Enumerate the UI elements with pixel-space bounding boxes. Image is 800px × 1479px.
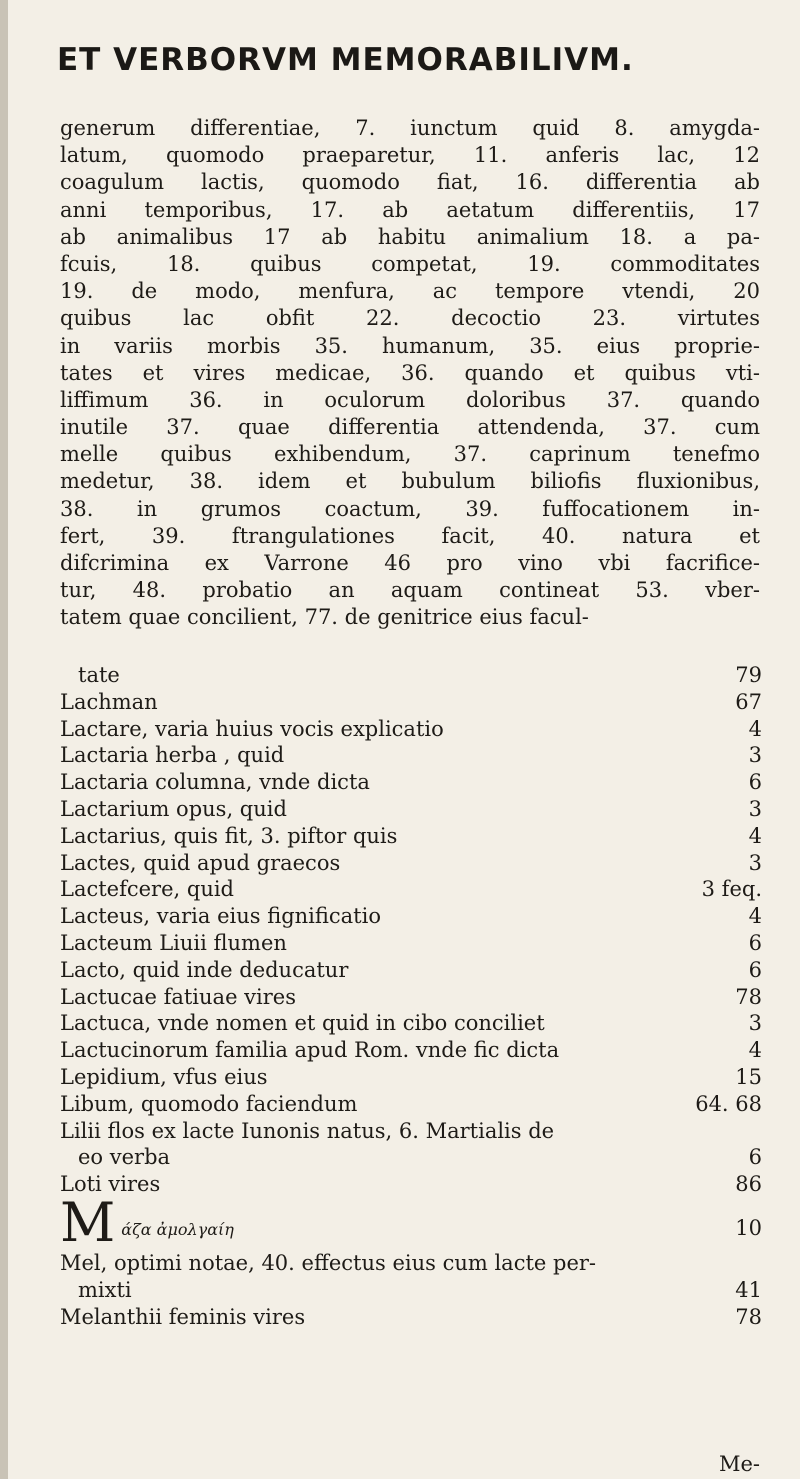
index-entry bbox=[60, 903, 762, 930]
index-entry bbox=[60, 796, 762, 823]
page-number: 78 bbox=[735, 984, 762, 1009]
page-number: 4 bbox=[748, 823, 762, 848]
page-number: 4 bbox=[748, 716, 762, 741]
entry-text: eo verba bbox=[78, 1145, 171, 1170]
page-number: 67 bbox=[735, 689, 762, 714]
index-entry bbox=[60, 1010, 762, 1037]
entry-text: Lactaria columna, vnde dicta bbox=[60, 770, 370, 795]
index-entry bbox=[60, 850, 762, 877]
entry-text: Lilii flos ex lacte Iunonis natus, 6. Martialis de bbox=[60, 1118, 555, 1143]
section-heading-m bbox=[60, 1190, 762, 1254]
paragraph-line: anni temporibus, 17. ab aetatum differentiis, 17 bbox=[60, 197, 760, 222]
entry-text: mixti bbox=[78, 1277, 132, 1302]
index-entry bbox=[60, 984, 762, 1011]
page-number: 15 bbox=[735, 1064, 762, 1089]
paragraph-line: fcuis, 18. quibus competat, 19. commoditates bbox=[60, 251, 760, 276]
index-entry bbox=[60, 1144, 762, 1171]
page-number: 6 bbox=[748, 957, 762, 982]
page-number: 3 bbox=[748, 1011, 762, 1036]
index-entry bbox=[60, 957, 762, 984]
index-entry bbox=[60, 662, 762, 689]
paragraph-line: generum differentiae, 7. iunctum quid 8. amygda- bbox=[60, 116, 760, 140]
page-number: 78 bbox=[735, 1304, 762, 1329]
index-entry bbox=[60, 876, 762, 903]
index-entry bbox=[60, 1118, 762, 1145]
index-entries bbox=[60, 662, 762, 1330]
index-entry bbox=[60, 1037, 762, 1064]
entry-text: Lactaria herba , quid bbox=[60, 743, 285, 768]
entry-text: Mel, optimi notae, 40. effectus eius cum lacte per- bbox=[60, 1250, 597, 1275]
index-entry bbox=[60, 1277, 762, 1304]
index-entry bbox=[60, 930, 762, 957]
entry-text: Lactucinorum familia apud Rom. vnde fic dicta bbox=[60, 1038, 560, 1063]
index-entry bbox=[60, 823, 762, 850]
page-number: 10 bbox=[735, 1215, 762, 1240]
section-letter: M bbox=[60, 1190, 116, 1254]
index-entry bbox=[60, 769, 762, 796]
entry-text: Lactare, varia huius vocis explicatio bbox=[60, 716, 444, 741]
greek-heading: άζα ἀμολγαίη bbox=[121, 1219, 234, 1239]
page-number: 64. 68 bbox=[695, 1091, 762, 1116]
running-header: ET VERBORVM MEMORABILIVM. bbox=[57, 42, 634, 78]
paragraph-line: tates et vires medicae, 36. quando et quibus vti- bbox=[60, 360, 760, 385]
paragraph-line: 38. in grumos coactum, 39. fuffocationem in- bbox=[60, 496, 760, 521]
paragraph-line: melle quibus exhibendum, 37. caprinum tenefmo bbox=[60, 442, 760, 467]
index-entry bbox=[60, 716, 762, 743]
paragraph-line: latum, quomodo praeparetur, 11. anferis lac, 12 bbox=[60, 143, 760, 168]
page-number: 41 bbox=[735, 1277, 762, 1302]
page-number: 4 bbox=[748, 904, 762, 929]
paragraph-line: tatem quae concilient, 77. de genitrice eius facul- bbox=[60, 605, 589, 630]
entry-text: Lactarius, quis fit, 3. piftor quis bbox=[60, 823, 398, 848]
paragraph-line: difcrimina ex Varrone 46 pro vino vbi facrifice- bbox=[60, 551, 760, 575]
paragraph-line: liffimum 36. in oculorum doloribus 37. quando bbox=[60, 387, 760, 412]
page-number: 3 bbox=[748, 850, 762, 875]
page-number: 6 bbox=[748, 930, 762, 955]
paragraph-line: coagulum lactis, quomodo fiat, 16. differentia ab bbox=[60, 170, 760, 195]
index-entry bbox=[60, 1091, 762, 1118]
paragraph-line: fert, 39. ftrangulationes facit, 40. natura et bbox=[60, 523, 760, 548]
page-number: 86 bbox=[735, 1172, 762, 1197]
entry-text: Lepidium, vfus eius bbox=[60, 1064, 268, 1089]
index-entry bbox=[60, 1171, 762, 1198]
page-number: 3 bbox=[748, 796, 762, 821]
entry-text: Lachman bbox=[60, 689, 158, 714]
page-number: 3 feq. bbox=[701, 877, 762, 902]
entry-text: Lactucae fatiuae vires bbox=[60, 984, 296, 1009]
entry-text: Loti vires bbox=[60, 1172, 161, 1197]
paragraph-line: inutile 37. quae differentia attendenda, 37. cum bbox=[60, 415, 760, 440]
page-edge bbox=[0, 0, 8, 1479]
paragraph-line: in variis morbis 35. humanum, 35. eius proprie- bbox=[60, 333, 760, 358]
index-entry bbox=[60, 1064, 762, 1091]
page-number: 79 bbox=[735, 663, 762, 687]
paragraph-line: quibus lac obfit 22. decoctio 23. virtutes bbox=[60, 306, 760, 331]
entry-text: Lactes, quid apud graecos bbox=[60, 850, 341, 875]
entry-text: tate bbox=[78, 663, 120, 687]
index-entry bbox=[60, 1304, 762, 1331]
paragraph-line: ab animalibus 17 ab habitu animalium 18. a pa- bbox=[60, 224, 760, 249]
entry-text: Lactarium opus, quid bbox=[60, 796, 287, 821]
page-number: 6 bbox=[748, 1145, 762, 1170]
entry-text: Lacteus, varia eius fignificatio bbox=[60, 904, 381, 929]
paragraph-line: tur, 48. probatio an aquam contineat 53. vber- bbox=[60, 578, 760, 603]
page-number: 3 bbox=[748, 743, 762, 768]
entry-text: Libum, quomodo faciendum bbox=[60, 1091, 358, 1116]
index-entry bbox=[60, 1250, 762, 1277]
page-number: 4 bbox=[748, 1038, 762, 1063]
paragraph-line: 19. de modo, menfura, ac tempore vtendi, 20 bbox=[60, 279, 760, 304]
entry-text: Lactuca, vnde nomen et quid in cibo conciliet bbox=[60, 1011, 545, 1036]
paragraph-line: medetur, 38. idem et bubulum biliofis fluxionibus, bbox=[60, 469, 760, 494]
page-number: 6 bbox=[748, 770, 762, 795]
catchword: Me- bbox=[718, 1452, 760, 1476]
entry-text: Lacteum Liuii flumen bbox=[60, 930, 287, 955]
index-entry bbox=[60, 742, 762, 769]
entry-text: Lactefcere, quid bbox=[60, 877, 234, 902]
entry-text: Melanthii feminis vires bbox=[60, 1304, 306, 1329]
index-paragraph bbox=[60, 115, 760, 632]
entry-text: Lacto, quid inde deducatur bbox=[60, 957, 349, 982]
index-entry bbox=[60, 689, 762, 716]
